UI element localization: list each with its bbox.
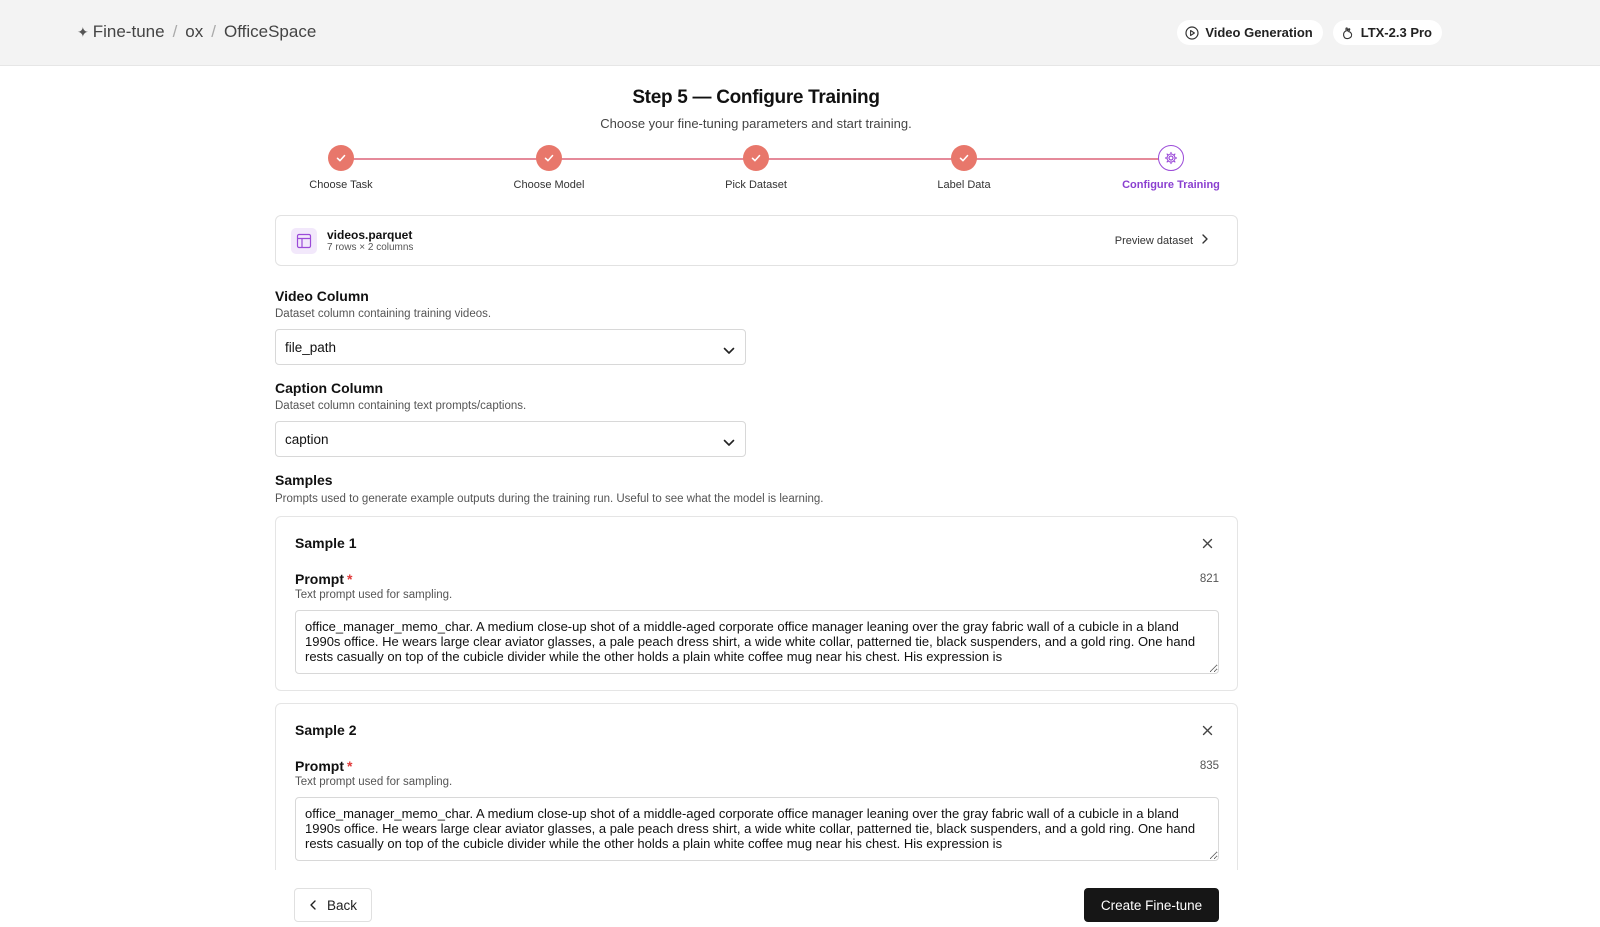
preview-dataset-label: Preview dataset — [1114, 234, 1193, 247]
gear-icon — [1158, 145, 1184, 171]
top-bar — [0, 0, 1600, 66]
preview-dataset-button[interactable] — [1115, 234, 1209, 247]
breadcrumb-root[interactable]: Fine-tune — [92, 22, 165, 41]
step-label: Configure Training — [1122, 179, 1220, 191]
caption-column-label: Caption Column — [275, 380, 384, 396]
close-icon[interactable] — [1202, 723, 1213, 741]
video-column-help: Dataset column containing training videos. — [275, 308, 492, 320]
prompt-textarea[interactable] — [295, 610, 1219, 674]
task-badge — [1177, 20, 1322, 45]
chevron-left-icon — [309, 898, 317, 913]
model-badge — [1333, 20, 1442, 45]
page-subtitle: Choose your fine-tuning parameters and start training. — [600, 116, 912, 131]
play-circle-icon — [1185, 26, 1199, 40]
page-header — [0, 87, 1512, 131]
step-label: Pick Dataset — [725, 179, 787, 191]
breadcrumb-org[interactable]: ox — [185, 22, 204, 41]
task-badge-label: Video Generation — [1205, 25, 1313, 40]
chevron-right-icon — [1201, 234, 1209, 247]
step-configure-training[interactable] — [1111, 145, 1231, 191]
prompt-textarea[interactable] — [295, 797, 1219, 861]
badge-group — [1177, 20, 1442, 45]
dataset-meta: 7 rows × 2 columns — [327, 242, 414, 253]
sample-title: Sample 1 — [295, 535, 357, 551]
sparkle-icon: ✦ — [77, 23, 89, 40]
sample-title: Sample 2 — [295, 722, 357, 738]
video-column-value: file_path — [285, 340, 337, 355]
samples-label: Samples — [275, 472, 333, 488]
dataset-file-card — [275, 215, 1238, 266]
dataset-filename: videos.parquet — [327, 228, 413, 242]
table-icon — [291, 228, 317, 254]
chevron-down-icon — [723, 342, 735, 360]
video-column-select[interactable] — [275, 329, 746, 365]
sample-card — [275, 703, 1238, 878]
samples-help: Prompts used to generate example outputs during the training run. Useful to see what the model is learning. — [275, 493, 824, 505]
close-icon[interactable] — [1202, 536, 1213, 554]
step-choose-task[interactable] — [281, 145, 401, 191]
step-pick-dataset[interactable] — [696, 145, 816, 191]
prompt-label: Prompt * — [295, 571, 353, 587]
prompt-label: Prompt * — [295, 758, 353, 774]
video-column-label: Video Column — [275, 288, 369, 304]
prompt-help: Text prompt used for sampling. — [295, 589, 453, 601]
caption-column-select[interactable] — [275, 421, 746, 457]
required-marker: * — [347, 758, 353, 774]
char-count: 835 — [1199, 760, 1219, 772]
step-label: Choose Model — [513, 179, 585, 191]
footer-bar — [0, 870, 1600, 927]
required-marker: * — [347, 571, 353, 587]
back-button[interactable] — [294, 888, 372, 922]
breadcrumb-separator: / — [172, 22, 178, 41]
breadcrumb — [77, 22, 316, 42]
create-button-label: Create Fine-tune — [1100, 897, 1203, 913]
create-fine-tune-button[interactable] — [1084, 888, 1219, 922]
check-icon — [743, 145, 769, 171]
caption-column-value: caption — [285, 432, 329, 447]
breadcrumb-project[interactable]: OfficeSpace — [224, 22, 317, 41]
breadcrumb-separator: / — [211, 22, 216, 41]
model-logo-icon — [1341, 26, 1355, 40]
step-label-data[interactable] — [904, 145, 1024, 191]
chevron-down-icon — [723, 434, 735, 452]
back-button-label: Back — [326, 897, 357, 913]
char-count: 821 — [1199, 573, 1219, 585]
model-badge-label: LTX-2.3 Pro — [1360, 25, 1432, 40]
step-choose-model[interactable] — [489, 145, 609, 191]
prompt-help: Text prompt used for sampling. — [295, 776, 453, 788]
caption-column-help: Dataset column containing text prompts/captions. — [275, 400, 527, 412]
step-label: Label Data — [937, 179, 991, 191]
page-title: Step 5 — Configure Training — [632, 87, 880, 108]
sample-card — [275, 516, 1238, 691]
check-icon — [328, 145, 354, 171]
progress-stepper — [0, 145, 1600, 195]
check-icon — [951, 145, 977, 171]
check-icon — [536, 145, 562, 171]
step-label: Choose Task — [309, 179, 373, 191]
